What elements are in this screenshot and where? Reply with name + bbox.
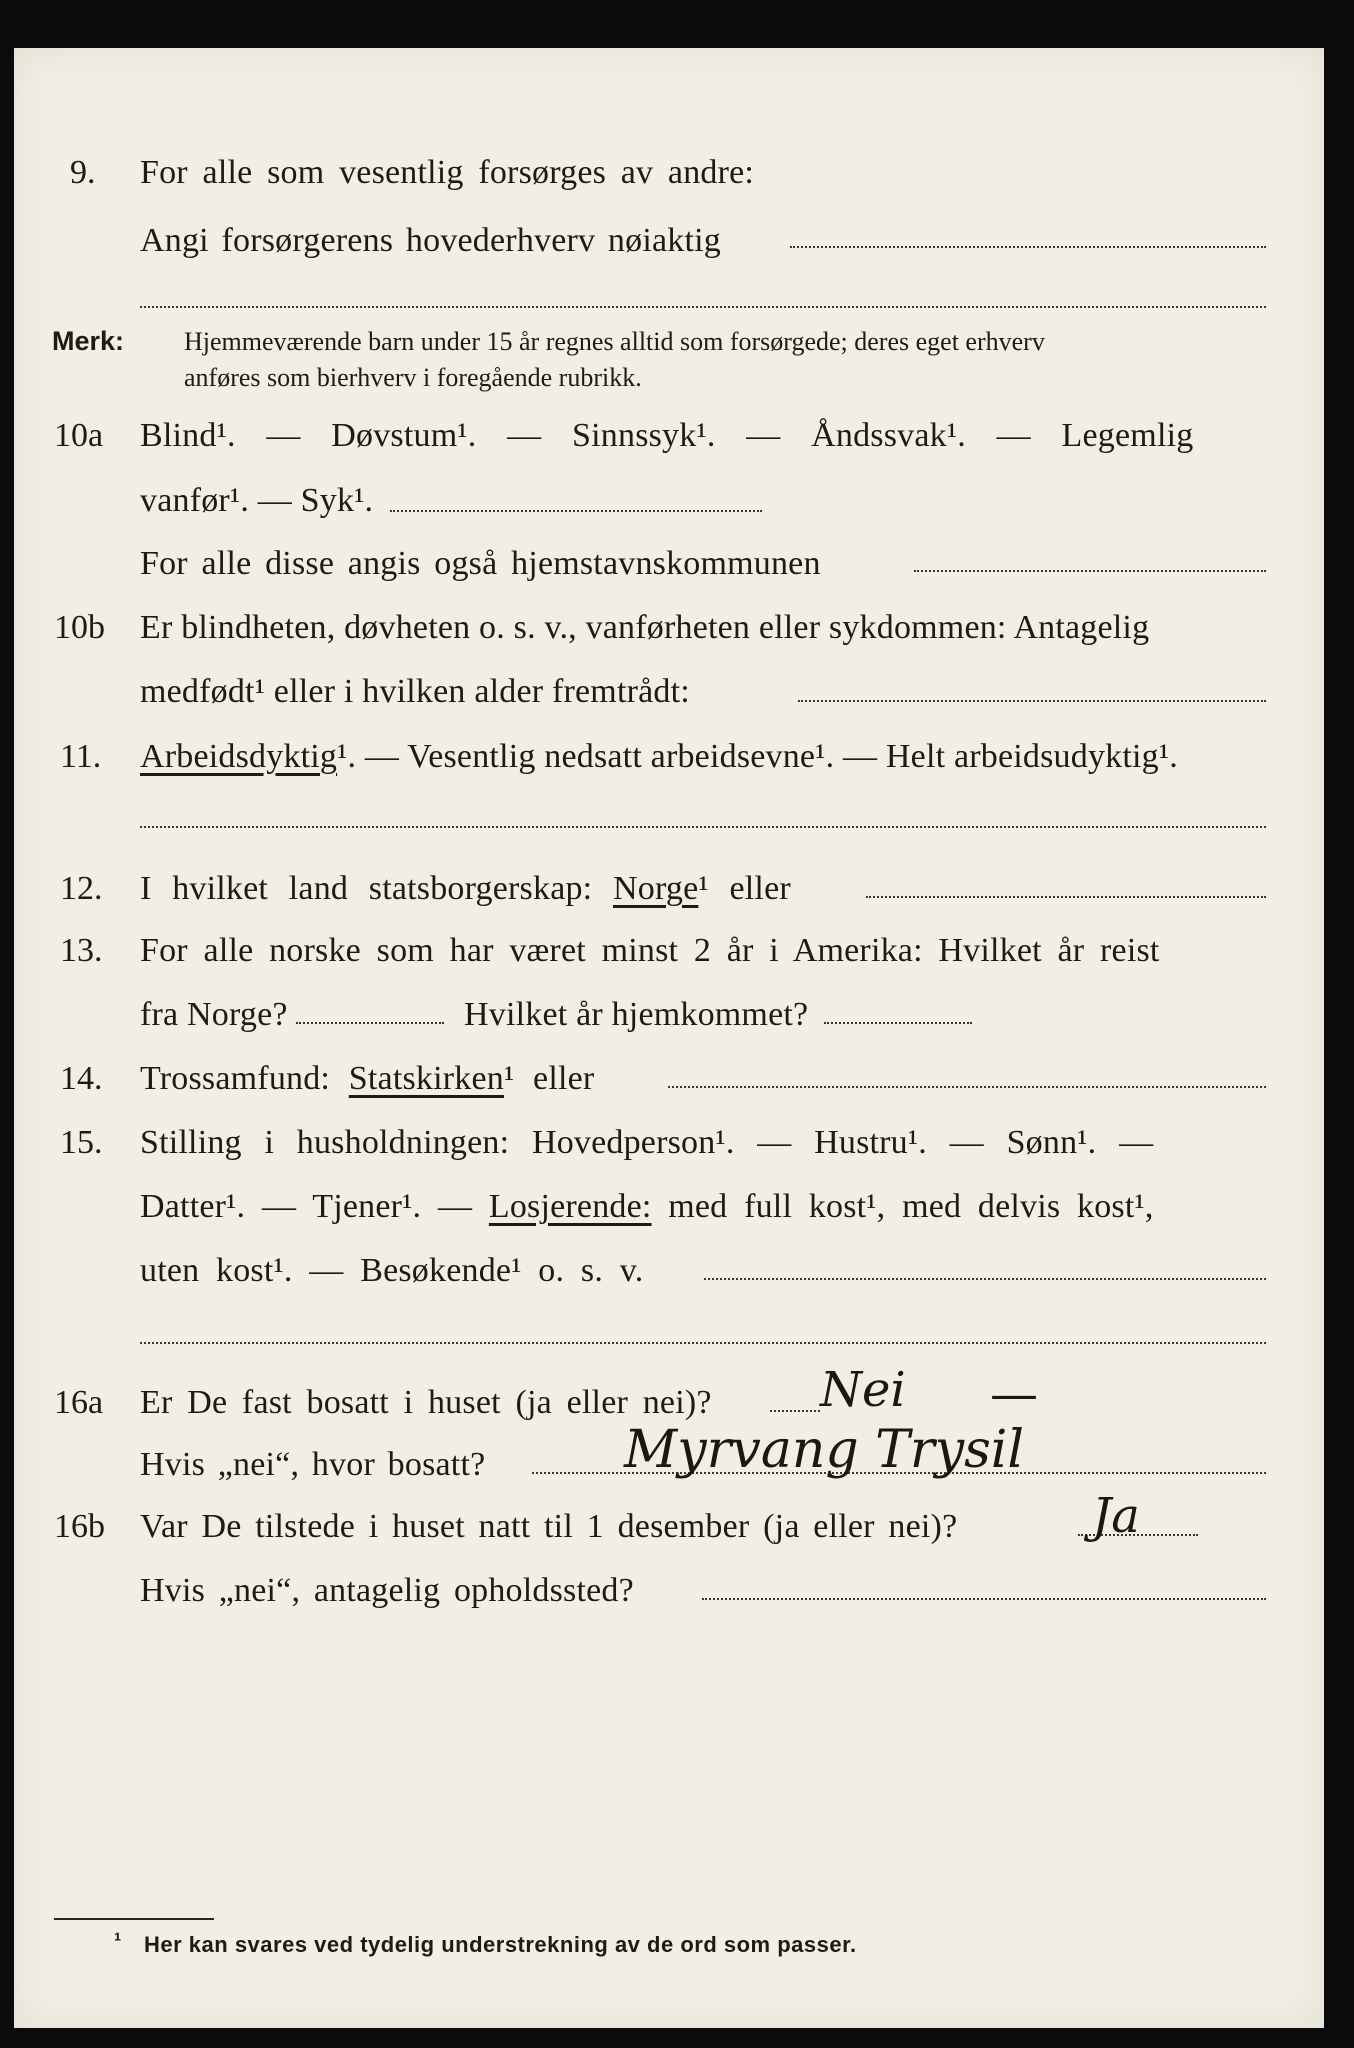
question-12-line (140, 870, 791, 908)
question-16b-line-2: Hvis „nei“, antagelig opholdssted? (140, 1572, 634, 1609)
question-14-post: ¹ eller (503, 1060, 595, 1097)
question-11-rest: ¹. — Vesentlig nedsatt arbeidsevne¹. — Helt arbeidsudyktig¹. (337, 738, 1178, 775)
question-13-line-2a: fra Norge? (140, 996, 288, 1033)
question-14-text: Trossamfund: (140, 1060, 331, 1097)
handwritten-dash: — (990, 1366, 1038, 1422)
question-15-number: 15. (60, 1124, 103, 1161)
question-15-line-2 (140, 1188, 1154, 1226)
question-15-line-1: Stilling i husholdningen: Hovedperson¹. — Hustru¹. — Sønn¹. — (140, 1124, 1154, 1161)
question-10a-line-1: Blind¹. — Døvstum¹. — Sinnssyk¹. — Åndssvak¹. — Legemlig (140, 417, 1194, 454)
footnote-rule (54, 1918, 214, 1920)
question-9-answer-line[interactable] (790, 246, 1266, 248)
question-16a-answer-line[interactable] (770, 1410, 820, 1412)
question-9-line-1: For alle som vesentlig forsørges av andre: (140, 154, 755, 191)
question-13-line-2b: Hvilket år hjemkommet? (464, 996, 809, 1033)
question-10b-line-1: Er blindheten, døvheten o. s. v., vanførheten eller sykdommen: Antagelig (140, 609, 1150, 646)
question-15-extra-line[interactable] (140, 1342, 1266, 1344)
question-10a-line-2: vanfør¹. — Syk¹. (140, 482, 374, 519)
question-9-extra-line[interactable] (140, 306, 1266, 308)
question-9-line-2: Angi forsørgerens hovederhverv nøiaktig (140, 222, 721, 259)
question-16b-location-line[interactable] (702, 1598, 1266, 1600)
question-14-number: 14. (60, 1060, 103, 1097)
census-form-page (14, 48, 1324, 2028)
note-line-2: anføres som bierhverv i foregående rubrikk. (184, 363, 642, 392)
question-13-number: 13. (60, 932, 103, 969)
question-16a-line-2: Hvis „nei“, hvor bosatt? (140, 1446, 486, 1483)
question-10b-number: 10b (54, 609, 105, 646)
question-16b-number: 16b (54, 1508, 105, 1545)
question-15-line-2a: Datter¹. — Tjener¹. — (140, 1188, 473, 1225)
question-16b-line-1: Var De tilstede i huset natt til 1 desember (ja eller nei)? (140, 1508, 958, 1545)
question-12-number: 12. (60, 870, 103, 907)
question-12-answer-line[interactable] (866, 896, 1266, 898)
option-arbeidsdyktig[interactable]: Arbeidsdyktig (140, 738, 338, 775)
question-12-text: I hvilket land statsborgerskap: (140, 870, 593, 907)
question-14-line (140, 1060, 594, 1098)
question-16a-number: 16a (54, 1384, 104, 1421)
footnote-text: Her kan svares ved tydelig understrekning av de ord som passer. (144, 1932, 857, 1957)
note-line-1: Hjemmeværende barn under 15 år regnes alltid som forsørgede; deres eget erhverv (184, 327, 1045, 356)
question-10b-line-2: medfødt¹ eller i hvilken alder fremtrådt: (140, 673, 690, 710)
question-12-post: ¹ eller (698, 870, 791, 907)
question-11-number: 11. (60, 738, 102, 775)
question-16a-line-1: Er De fast bosatt i huset (ja eller nei)? (140, 1384, 712, 1421)
question-15-answer-line[interactable] (704, 1278, 1266, 1280)
option-norge[interactable]: Norge (613, 870, 699, 907)
question-13-year-left-line[interactable] (296, 1022, 444, 1024)
question-10b-answer-line[interactable] (798, 700, 1266, 702)
question-10a-number: 10a (54, 417, 104, 454)
question-9-number: 9. (70, 154, 96, 191)
question-11-line (140, 738, 1178, 776)
option-statskirken[interactable]: Statskirken (348, 1060, 504, 1097)
footnote-mark: ¹ (114, 1928, 122, 1953)
note-label: Merk: (52, 326, 125, 356)
question-13-line-1: For alle norske som har været minst 2 år i Amerika: Hvilket år reist (140, 932, 1160, 969)
question-15-line-2b: med full kost¹, med delvis kost¹, (668, 1188, 1154, 1225)
handwritten-answer-nei: Nei (820, 1362, 906, 1418)
handwritten-answer-residence: Myrvang Trysil (624, 1420, 1025, 1480)
option-losjerende[interactable]: Losjerende: (488, 1188, 652, 1225)
handwritten-answer-ja: Ja (1092, 1488, 1140, 1544)
question-10a-line-3: For alle disse angis også hjemstavnskommunen (140, 545, 821, 582)
question-10a-sick-line[interactable] (390, 510, 762, 512)
question-14-answer-line[interactable] (668, 1086, 1266, 1088)
question-11-extra-line[interactable] (140, 826, 1266, 828)
question-15-line-3: uten kost¹. — Besøkende¹ o. s. v. (140, 1252, 644, 1289)
question-10a-municipality-line[interactable] (914, 570, 1266, 572)
question-13-year-returned-line[interactable] (824, 1022, 972, 1024)
